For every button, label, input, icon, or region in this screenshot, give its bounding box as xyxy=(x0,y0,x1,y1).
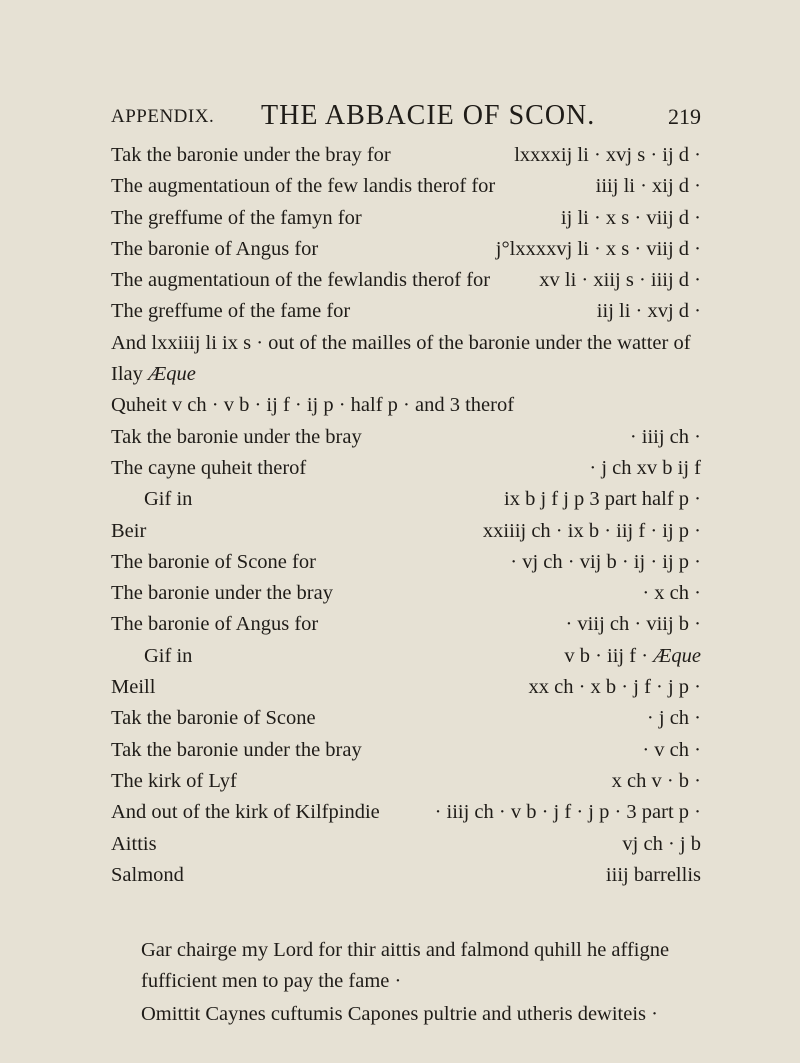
ledger-item-amount: · j ch · xyxy=(646,707,701,730)
ledger-item-amount: iiij barrellis xyxy=(605,863,701,886)
page-number: 219 xyxy=(668,104,701,129)
ledger-item-amount: ix b j f j p 3 part half p · xyxy=(504,488,701,511)
ledger-row xyxy=(111,453,701,484)
footer-line-3: Omittit Caynes cuftumis Capones pultrie and utheris dewiteis · xyxy=(141,1003,658,1025)
ledger-row xyxy=(111,609,701,640)
ledger-item-label: Tak the baronie under the bray xyxy=(111,425,362,448)
ledger-item-amount: · iiij ch · xyxy=(629,425,701,448)
ledger-row xyxy=(111,829,701,860)
ledger-row xyxy=(111,296,701,327)
ledger-item-label: The greffume of the famyn for xyxy=(111,206,362,229)
ledger-item-label: And out of the kirk of Kilfpindie xyxy=(111,801,380,824)
ledger-item-amount: · v ch · xyxy=(642,738,701,761)
ledger-item-amount: · iiij ch · v b · j f · j p · 3 part p · xyxy=(434,801,701,824)
footer-line-1: Gar chairge my Lord for thir aittis and falmond quhill he affigne xyxy=(141,939,670,961)
ledger-item-label: The kirk of Lyf xyxy=(111,769,237,792)
ledger-row xyxy=(111,578,701,609)
ledger-item-amount: · j ch xv b ij f xyxy=(589,456,701,479)
ledger-row xyxy=(111,547,701,578)
ledger-item-amount: lxxxxij li · xvj s · ij d · xyxy=(514,144,701,166)
ledger-item-label: Quheit v ch · v b · ij f · ij p · half p · and 3 therof xyxy=(111,394,515,417)
ledger-item-label: Tak the baronie of Scone xyxy=(111,707,316,730)
ledger-item-label: The cayne quheit therof xyxy=(111,456,307,479)
ledger-row xyxy=(111,797,701,828)
ledger-item-label: And lxxiiij li ix s · out of the mailles of the baronie under the watter of xyxy=(111,331,691,354)
ledger-row xyxy=(111,422,701,453)
ledger-row xyxy=(111,703,701,734)
section-label: APPENDIX. xyxy=(111,106,215,127)
ledger-item-label: Meill xyxy=(111,676,156,699)
ledger-item-label: Gif in xyxy=(144,644,193,667)
ledger-item-label: The greffume of the fame for xyxy=(111,300,351,323)
ledger-row xyxy=(111,484,701,515)
ledger-item-label: The augmentatioun of the few landis therof for xyxy=(111,175,496,198)
ledger-item-amount: · viij ch · viij b · xyxy=(565,613,701,636)
ledger-item-label: The baronie of Scone for xyxy=(111,550,316,573)
ledger-row xyxy=(111,860,701,891)
ledger-row xyxy=(111,735,701,766)
ledger-item-amount: · vj ch · vij b · ij · ij p · xyxy=(510,550,701,573)
ledger-row xyxy=(111,140,701,171)
ledger-item-amount: j°lxxxxvj li · x s · viij d · xyxy=(495,237,701,260)
footer-line-2: fufficient men to pay the fame · xyxy=(141,970,402,992)
ledger-row xyxy=(111,203,701,234)
ledger-item-amount: ij li · x s · viij d · xyxy=(560,206,701,229)
ledger-row xyxy=(111,390,701,421)
ledger-row xyxy=(111,234,701,265)
ledger-row xyxy=(111,265,701,296)
ledger-item-amount: · x ch · xyxy=(642,582,701,605)
ledger-item-amount: iij li · xvj d · xyxy=(596,300,701,323)
ledger-item-label: Salmond xyxy=(111,863,184,886)
ledger-list xyxy=(111,140,701,891)
ledger-item-amount: vj ch · j b xyxy=(622,832,701,855)
ledger-item-amount: xx ch · x b · j f · j p · xyxy=(528,676,701,699)
ledger-row xyxy=(111,171,701,202)
ledger-item-label: Gif in xyxy=(144,488,193,511)
page-header xyxy=(111,100,701,140)
ledger-item-label: The baronie of Angus for xyxy=(111,237,319,260)
ledger-item-label: The baronie under the bray xyxy=(111,582,333,605)
ledger-item-label: Ilay Æque xyxy=(111,363,196,386)
ledger-item-label: Beir xyxy=(111,519,147,542)
ledger-row xyxy=(111,766,701,797)
ledger-item-label: Tak the baronie under the bray xyxy=(111,738,362,761)
ledger-item-label: Aittis xyxy=(111,832,157,855)
ledger-row xyxy=(111,328,701,359)
ledger-row xyxy=(111,359,701,390)
ledger-item-amount: xv li · xiij s · iiij d · xyxy=(539,269,701,292)
ledger-item-amount: xxiiij ch · ix b · iij f · ij p · xyxy=(482,519,701,542)
ledger-item-label: The baronie of Angus for xyxy=(111,613,319,636)
ledger-row xyxy=(111,516,701,547)
ledger-row xyxy=(111,672,701,703)
page-title: THE ABBACIE OF SCON. xyxy=(261,100,596,131)
ledger-item-amount: v b · iij f · Æque xyxy=(564,644,701,667)
ledger-item-amount: iiij li · xij d · xyxy=(595,175,701,198)
ledger-item-label: The augmentatioun of the fewlandis therof for xyxy=(111,269,491,292)
ledger-item-amount: x ch v · b · xyxy=(611,769,701,792)
ledger-row xyxy=(111,641,701,672)
ledger-item-label: Tak the baronie under the bray for xyxy=(111,144,391,166)
